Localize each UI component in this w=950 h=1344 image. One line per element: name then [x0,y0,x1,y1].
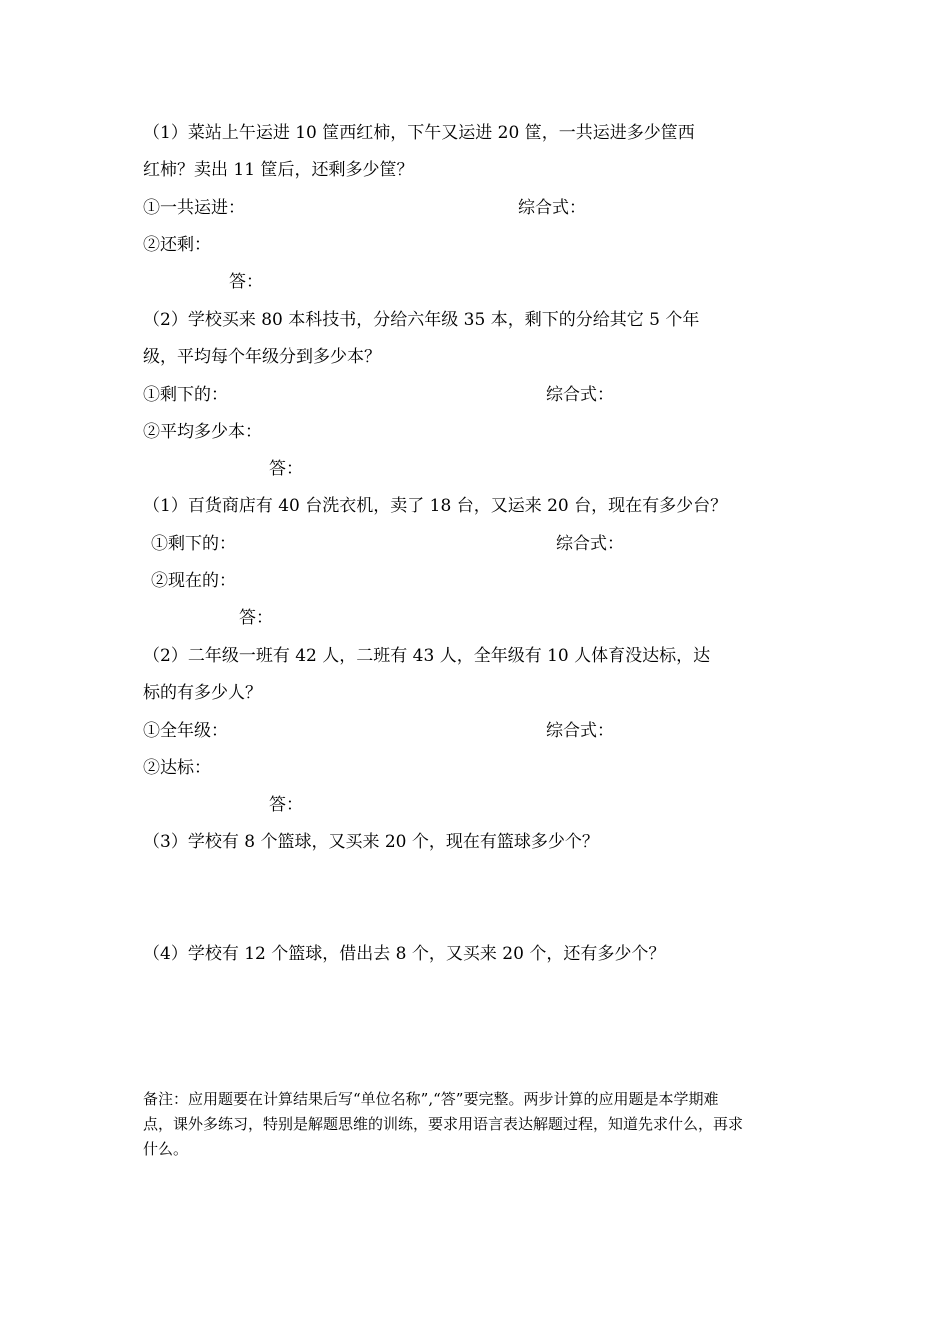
problem-3-answer-label: 答： [239,608,273,628]
note-line-2: 点，课外多练习，特别是解题思维的训练，要求用语言表达解题过程，知道先求什么，再求 [143,1115,744,1133]
problem-1-text-line-1: （1）菜站上午运进 10 筐西红柿，下午又运进 20 筐，一共运进多少筐西 [143,123,695,143]
problem-3-step-2-label: ②现在的： [151,571,236,591]
problem-2-step-2-label: ②平均多少本： [143,422,262,442]
problem-2-step-1-label: ①剩下的： [143,385,228,405]
problem-3-combined-label: 综合式： [556,534,624,554]
problem-4-step-2-label: ②达标： [143,758,211,778]
problem-5-text: （3）学校有 8 个篮球，又买来 20 个，现在有篮球多少个？ [143,832,599,852]
problem-4-answer-label: 答： [269,795,303,815]
problem-4-combined-label: 综合式： [546,721,614,741]
problem-1-step-2-label: ②还剩： [143,235,211,255]
problem-2-answer-label: 答： [269,459,303,479]
problem-4-text-line-1: （2）二年级一班有 42 人，二班有 43 人，全年级有 10 人体育没达标，达 [143,646,711,666]
problem-2-text-line-1: （2）学校买来 80 本科技书，分给六年级 35 本，剩下的分给其它 5 个年 [143,310,700,330]
problem-1-text-line-2: 红柿？卖出 11 筐后，还剩多少筐？ [143,160,414,180]
note-line-1: 备注：应用题要在计算结果后写“单位名称”,“答”要完整。两步计算的应用题是本学期难 [143,1090,719,1108]
problem-3-text-line-1: （1）百货商店有 40 台洗衣机，卖了 18 台，又运来 20 台，现在有多少台？ [143,496,728,516]
problem-2-combined-label: 综合式： [546,385,614,405]
problem-1-step-1-label: ①一共运进： [143,198,245,218]
note-line-3: 什么。 [143,1140,189,1158]
problem-4-step-1-label: ①全年级： [143,721,228,741]
problem-4-text-line-2: 标的有多少人？ [143,683,262,703]
problem-2-text-line-2: 级，平均每个年级分到多少本？ [143,347,381,367]
problem-6-text: （4）学校有 12 个篮球，借出去 8 个，又买来 20 个，还有多少个？ [143,944,666,964]
problem-3-step-1-label: ①剩下的： [151,534,236,554]
problem-1-answer-label: 答： [229,272,263,292]
problem-1-combined-label: 综合式： [518,198,586,218]
